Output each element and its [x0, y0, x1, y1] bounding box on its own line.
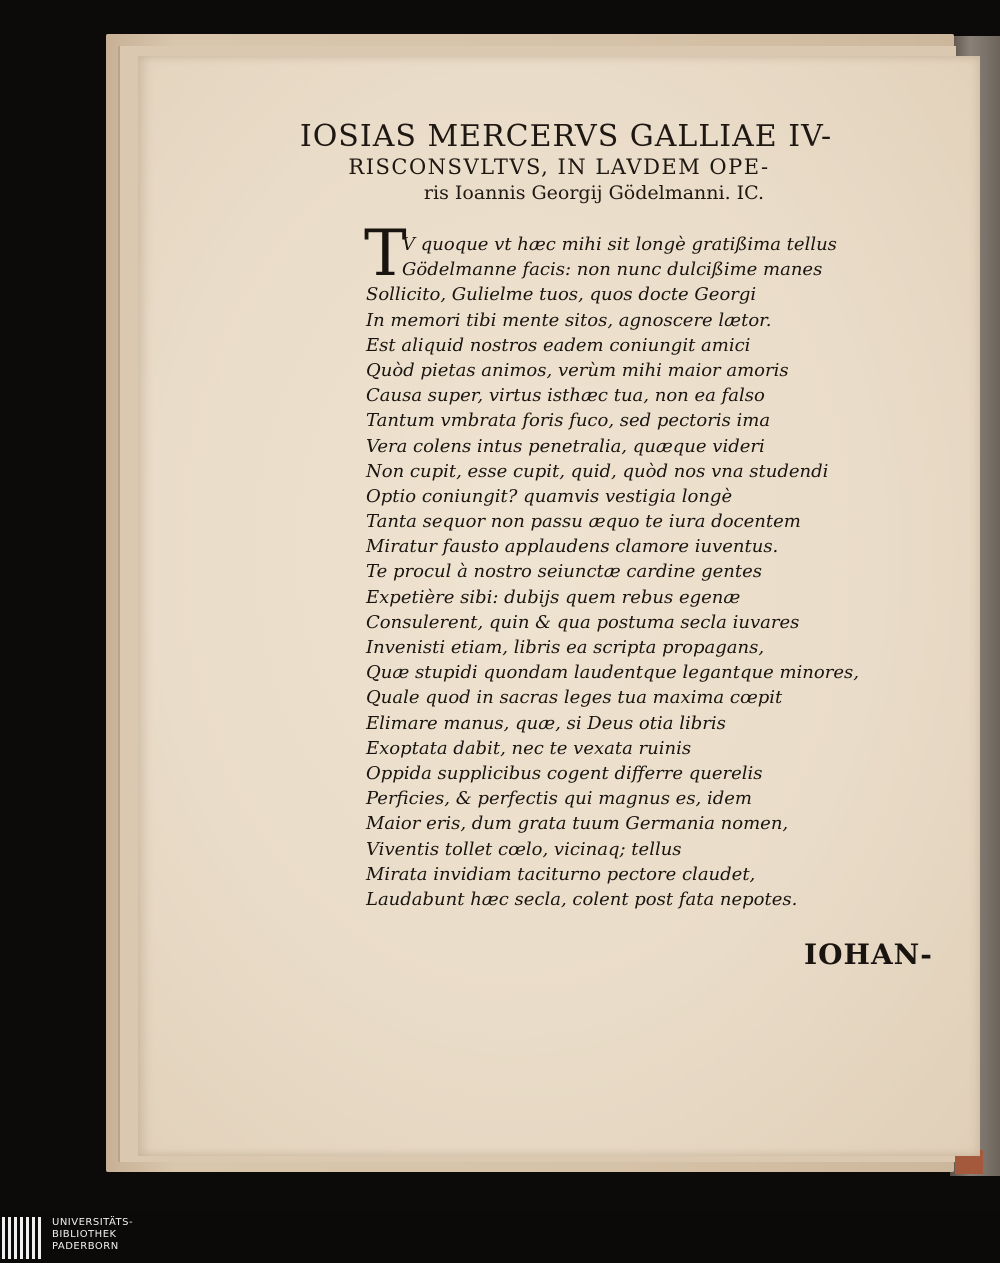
poem-line: V quoque vt hæc mihi sit longè gratißima tellus: [402, 234, 837, 255]
heading-line-3: ris Ioannis Georgij Gödelmanni. IC.: [423, 182, 765, 204]
poem-line: Miratur fausto applaudens clamore iuventus.: [366, 536, 779, 558]
logo-text-line-2: BIBLIOTHEK: [52, 1229, 117, 1240]
poem-line: Consulerent, quin & qua postuma secla iuvares: [366, 611, 800, 633]
poem-line: Sollicito, Gulielme tuos, quos docte Georgi: [366, 284, 757, 306]
poem-line: Tantum vmbrata foris fuco, sed pectoris ima: [366, 410, 771, 432]
logo-text-line-3: PADERBORN: [52, 1241, 119, 1252]
poem-body: [364, 217, 986, 912]
poem-line: Viventis tollet cœlo, vicinaq; tellus: [366, 838, 682, 860]
poem-line: Oppida supplicibus cogent differre querelis: [366, 762, 763, 784]
poem-line: Expetière sibi: dubijs quem rebus egenæ: [366, 586, 741, 608]
poem-line: Non cupit, esse cupit, quid, quòd nos vna studendi: [366, 460, 829, 482]
poem-line: Quale quod in sacras leges tua maxima cœpit: [366, 687, 783, 709]
poem-line: In memori tibi mente sitos, agnoscere lætor.: [366, 309, 772, 331]
poem-line: Causa super, virtus isthæc tua, non ea falso: [366, 385, 765, 407]
heading-line-2: RISCONSVLTVS, IN LAVDEM OPE-: [348, 155, 770, 179]
poem-line: Elimare manus, quæ, si Deus otia libris: [366, 712, 726, 734]
drop-cap: T: [364, 217, 407, 291]
library-logo-icon: [2, 1217, 44, 1259]
poem-line: Laudabunt hæc secla, colent post fata nepotes.: [366, 888, 798, 910]
poem-line: Perficies, & perfectis qui magnus es, idem: [366, 788, 752, 810]
poem-line: Quòd pietas animos, verùm mihi maior amoris: [366, 359, 789, 381]
poem-line: Tanta sequor non passu æquo te iura docentem: [366, 511, 801, 533]
poem-line: Est aliquid nostros eadem coniungit amici: [366, 334, 751, 356]
catchword: IOHAN-: [804, 938, 933, 971]
poem-line: Optio coniungit? quamvis vestigia longè: [366, 485, 733, 507]
poem-heading: [138, 120, 980, 206]
poem-line: Vera colens intus penetralia, quæque videri: [366, 435, 765, 457]
poem-line: Mirata invidiam taciturno pectore claudet,: [366, 863, 756, 885]
poem-line: Exoptata dabit, nec te vexata ruinis: [366, 737, 692, 759]
poem-line: Te procul à nostro seiunctæ cardine gentes: [366, 561, 762, 583]
heading-line-1: IOSIAS MERCERVS GALLIAE IV-: [299, 119, 833, 154]
logo-text-line-1: UNIVERSITÄTS-: [52, 1217, 134, 1228]
poem-line: Quæ stupidi quondam laudentque legantque minores,: [366, 662, 859, 684]
poem-line: Gödelmanne facis: non nunc dulcißime manes: [402, 259, 823, 281]
book-page: [138, 56, 980, 1156]
library-footer: [0, 1212, 1000, 1263]
poem-line: Maior eris, dum grata tuum Germania nomen,: [366, 813, 789, 835]
poem-line: Invenisti etiam, libris ea scripta propagans,: [366, 637, 765, 658]
